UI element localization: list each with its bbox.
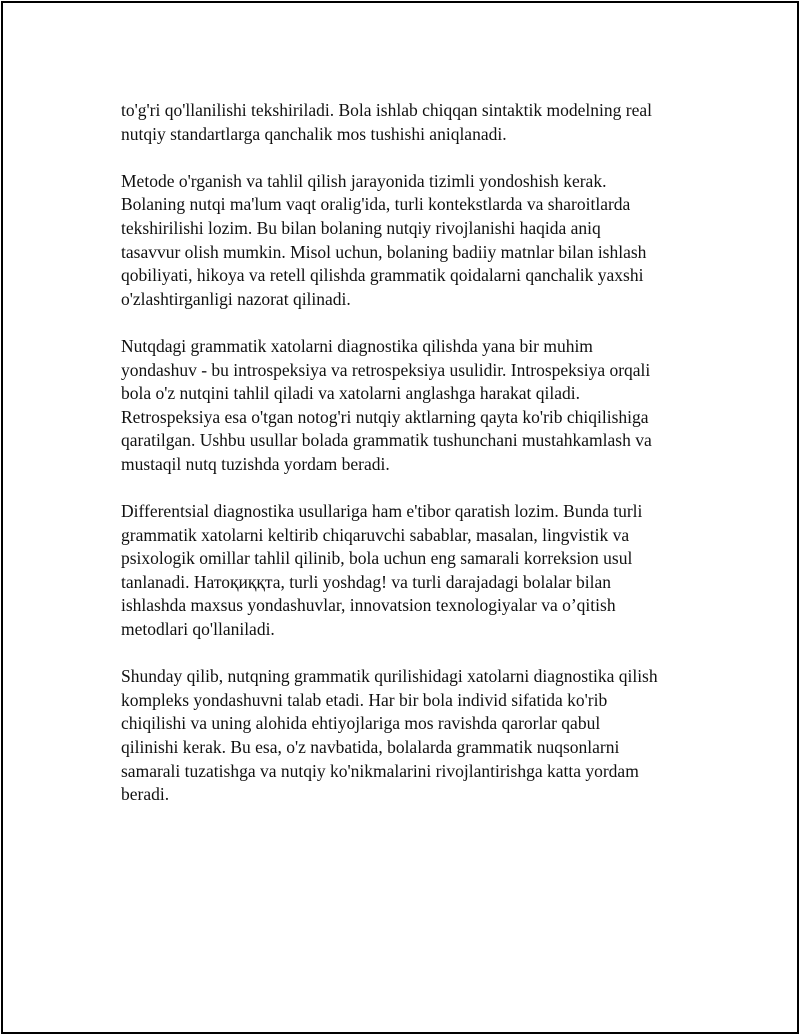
paragraph: Shunday qilib, nutqning grammatik qurilishidagi xatolarni diagnostika qilish kompleks yondashuvni talab etadi. Har bir bola individ sifatida ko'rib chiqilishi va uning alohida ehtiyojlariga mos ravishda qarorlar qabul qilinishi kerak. Bu esa, o'z navbatida, bolalarda grammatik nuqsonlarni samarali tuzatishga va nutqiy ko'nikmalarini rivojlantirishga katta yordam beradi.: [121, 666, 658, 805]
paragraph: Metode o'rganish va tahlil qilish jarayonida tizimli yondoshish kerak. Bolaning nutqi ma'lum vaqt oralig'ida, turli kontekstlarda va sharoitlarda tekshirilishi lozim. Bu bilan bolaning nutqiy rivojlanishi haqida aniq tasavvur olish mumkin. Misol uchun, bolaning badiiy matnlar bilan ishlash qobiliyati, hikoya va retell qilishda grammatik qoidalarni qanchalik yaxshi o'zlashtirganligi nazorat qilinadi.: [121, 170, 647, 309]
paragraph: Nutqdagi grammatik xatolarni diagnostika qilishda yana bir muhim yondashuv - bu introspeksiya va retrospeksiya usulidir. Introspeksiya orqali bola o'z nutqini tahlil qiladi va xatolarni anglashga harakat qiladi. Retrospeksiya esa o'tgan notog'ri nutqiy aktlarning qayta ko'rib chiqilishiga qaratilgan. Ushbu usullar bolada grammatik tushunchani mustahkamlash va mustaqil nutq tuzishda yordam beradi.: [121, 335, 652, 474]
document-body: [121, 99, 721, 830]
paragraph: Differentsial diagnostika usullariga ham e'tibor qaratish lozim. Bunda turli grammatik xatolarni keltirib chiqaruvchi sabablar, masalan, lingvistik va psixologik omillar tahlil qilinib, bola uchun eng samarali korreksion usul tanlanadi. Натоқиққта, turli yoshdag! va turli darajadagi bolalar bilan ishlashda maxsus yondashuvlar, innovatsion texnologiyalar va o’qitish metodlari qo'llaniladi.: [121, 501, 643, 640]
page-frame: [2, 2, 798, 1033]
paragraph: to'g'ri qo'llanilishi tekshiriladi. Bola ishlab chiqqan sintaktik modelning real nutqiy standartlarga qanchalik mos tushishi aniqlanadi.: [121, 100, 652, 144]
